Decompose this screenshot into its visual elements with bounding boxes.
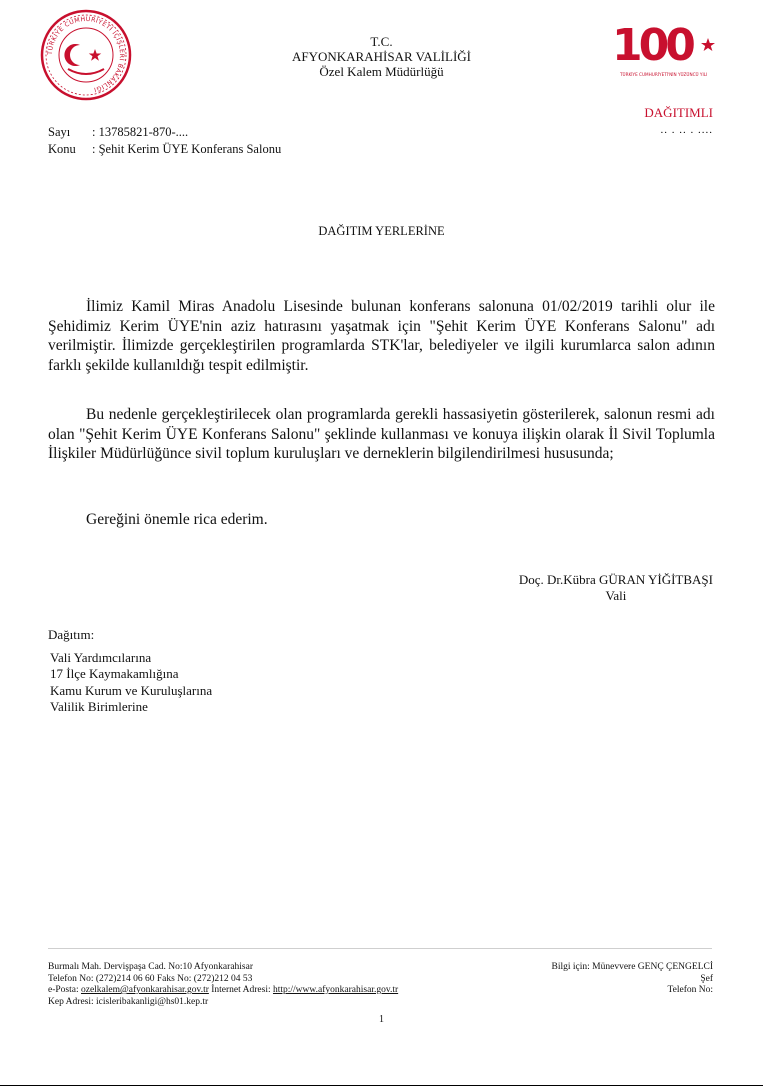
distribution-list xyxy=(50,650,212,715)
footer-email-label: e-Posta: xyxy=(48,985,79,995)
footer-info-title: Şef xyxy=(700,973,713,984)
distribution-item: Vali Yardımcılarına xyxy=(50,650,152,665)
footer-web-label: İnternet Adresi: xyxy=(211,985,271,995)
number-value: : 13785821-870-.... xyxy=(92,125,189,139)
number-label: Sayı xyxy=(48,125,71,139)
footer-info-person: Bilgi için: Münevvere GENÇ ÇENGELCİ xyxy=(551,962,713,972)
footer-divider xyxy=(48,948,712,949)
distribution-item: Kamu Kurum ve Kuruluşlarına xyxy=(50,682,213,698)
number-row xyxy=(48,124,188,140)
body-paragraph-1-text: İlimiz Kamil Miras Anadolu Lisesinde bulunan konferans salonuna 01/02/2019 tarihli olur ile Şehidimiz Kerim ÜYE'nin aziz hatırasını yaşatmak için "Şehit Kerim ÜYE Konferans Salonu" adı verilmiştir. İlimizde gerçekleştirilen programlarda STK'lar, belediyeler ve ilgili kurumlarca salon adının farklı şekilde kullanıldığı tespit edilmiştir. xyxy=(48,298,715,374)
signatory-name: Doç. Dr.Kübra GÜRAN YİĞİTBAŞI xyxy=(518,572,713,587)
footer-kep: Kep Adresi: icisleribakanligi@hs01.kep.tr xyxy=(48,996,209,1007)
date-placeholder: .. . .. . .... xyxy=(660,124,713,136)
footer-info xyxy=(552,962,713,997)
distribution-mark: DAĞITIMLI xyxy=(644,105,713,120)
addressee: DAĞITIM YERLERİNE xyxy=(318,224,445,238)
seal-text: TÜRKİYE CUMHURİYETİ İÇİŞLERİ BAKANLIĞI xyxy=(46,15,126,94)
footer-web-link[interactable]: http://www.afyonkarahisar.gov.tr xyxy=(272,985,399,995)
footer-address: Burmalı Mah. Dervişpaşa Cad. No:10 Afyonkarahisar xyxy=(48,962,253,972)
footer-email-link[interactable]: ozelkalem@afyonkarahisar.gov.tr xyxy=(80,985,209,995)
page-bottom-border xyxy=(0,1085,763,1086)
header-tc: T.C. xyxy=(370,34,393,49)
centenary-caption: TÜRKİYE CUMHURİYETİ'NİN YÜZÜNCÜ YILI xyxy=(620,72,708,77)
distribution-item: Valilik Birimlerine xyxy=(50,698,148,714)
distribution-item: 17 İlçe Kaymakamlığına xyxy=(50,666,179,682)
body-paragraph-3 xyxy=(48,510,715,530)
header-department: Özel Kalem Müdürlüğü xyxy=(319,64,444,79)
footer-info-phone: Telefon No: xyxy=(667,985,713,995)
body-paragraph-2 xyxy=(48,405,715,464)
body-paragraph-1 xyxy=(48,297,715,375)
footer-email-row xyxy=(48,985,398,997)
body-paragraph-3-text: Gereğini önemle rica ederim. xyxy=(86,511,268,528)
centenary-logo xyxy=(612,18,718,80)
footer-phone: Telefon No: (272)214 06 60 Faks No: (272)212 04 53 xyxy=(48,973,253,984)
header-governorship: AFYONKARAHİSAR VALİLİĞİ xyxy=(292,49,471,64)
subject-label: Konu xyxy=(48,142,76,156)
signatory-title: Vali xyxy=(605,588,627,603)
signature-block xyxy=(519,572,713,604)
body-paragraph-2-text: Bu nedenle gerçekleştirilecek olan programlarda gerekli hassasiyetin gösterilerek, salonun resmi adı olan "Şehit Kerim ÜYE Konferans Salonu" şeklinde kullanması ve konuya ilişkin olarak İl Sivil Toplumla İlişkiler Müdürlüğünce sivil toplum kuruluşları ve derneklerin bilgilendirilmesi hususunda; xyxy=(48,406,715,462)
distribution-label: Dağıtım: xyxy=(48,627,95,642)
centenary-number: 100 xyxy=(612,20,692,71)
subject-row xyxy=(48,141,281,157)
page-number: 1 xyxy=(379,1014,384,1025)
subject-value: : Şehit Kerim ÜYE Konferans Salonu xyxy=(92,142,282,156)
footer-contact xyxy=(48,962,398,1008)
